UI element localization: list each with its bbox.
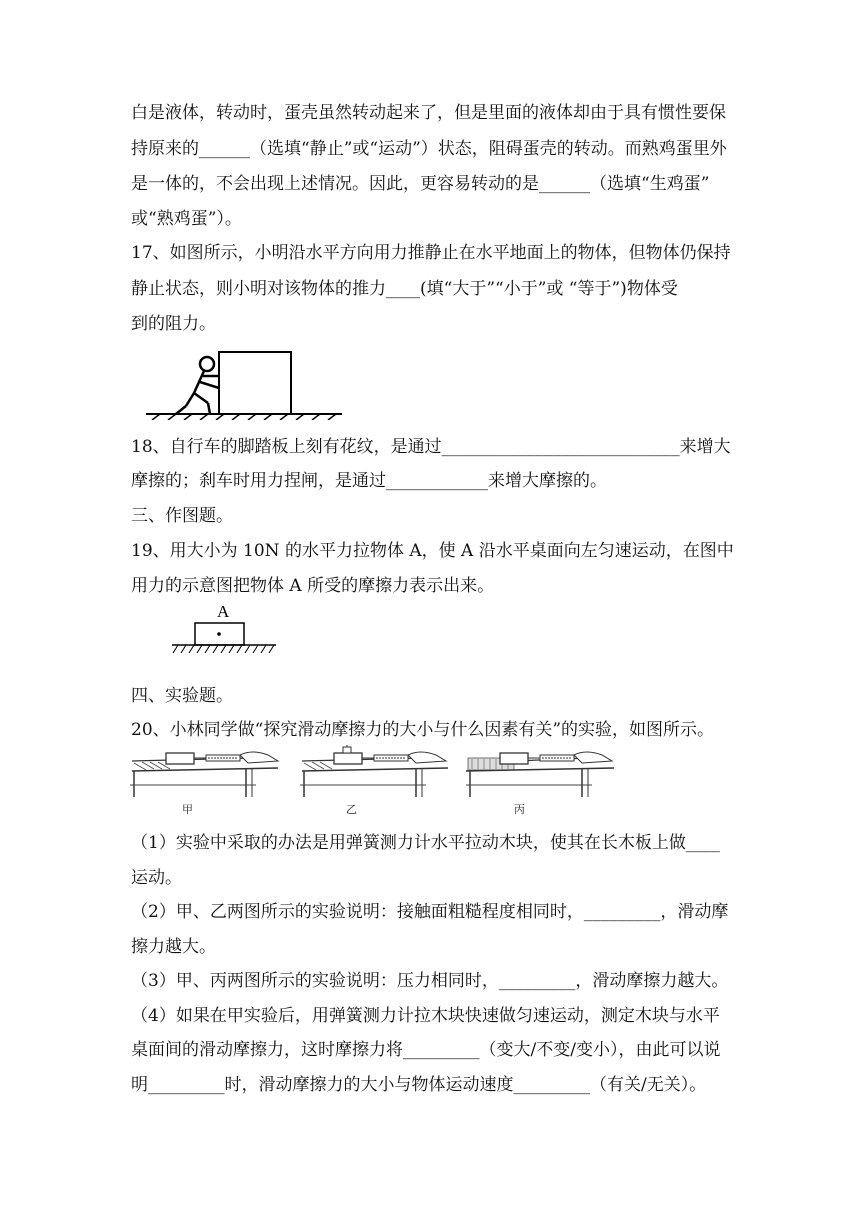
question-20-part-4-line-3: 明_________时，滑动摩擦力的大小与物体运动速度_________（有关/无关）。 <box>131 1075 707 1095</box>
line-3: 是一体的，不会出现上述情况。因此，更容易转动的是______（选填“生鸡蛋” <box>131 174 710 194</box>
wood-block <box>500 753 528 764</box>
wood-block <box>334 753 362 764</box>
hand <box>240 752 278 763</box>
question-17-line-1: 17、如图所示，小明沿水平方向用力推静止在水平地面上的物体，但物体仍保持 <box>131 243 731 263</box>
question-20-intro: 20、小林同学做“探究滑动摩擦力的大小与什么因素有关”的实验，如图所示。 <box>131 720 715 740</box>
weight <box>343 747 351 753</box>
hand <box>574 752 612 763</box>
box <box>219 352 291 414</box>
block-a-figure <box>170 600 280 658</box>
question-20-part-2-line-2: 擦力越大。 <box>131 937 216 957</box>
question-17-line-3: 到的阻力。 <box>131 314 216 334</box>
experiment-figures <box>128 745 623 820</box>
label-jia: 甲 <box>182 804 193 816</box>
line-4: 或“熟鸡蛋”）。 <box>131 209 242 229</box>
question-20-part-4-line-1: （4）如果在甲实验后，用弹簧测力计拉木块快速做匀速运动，测定木块与水平 <box>131 1006 720 1026</box>
table-hatching <box>173 645 274 653</box>
question-18-line-1: 18、自行车的脚踏板上刻有花纹，是通过____________________________来增大 <box>131 437 731 457</box>
push-box-figure <box>146 348 344 420</box>
question-19-line-2: 用力的示意图把物体 A 所受的摩擦力表示出来。 <box>131 576 495 596</box>
question-19-line-1: 19、用大小为 10N 的水平力拉物体 A，使 A 沿水平桌面向左匀速运动，在图中 <box>131 541 734 561</box>
experiment-a <box>130 752 278 797</box>
question-20-part-1-line-1: （1）实验中采取的办法是用弹簧测力计水平拉动木块，使其在长木板上做____ <box>131 833 720 853</box>
stick-figure <box>176 357 219 414</box>
hand <box>408 752 446 763</box>
question-17-line-2: 静止状态，则小明对该物体的推力____(填“大于”“小于”或 “等于”)物体受 <box>131 279 678 299</box>
section-3-heading: 三、作图题。 <box>131 506 233 526</box>
question-20-part-3: （3）甲、丙两图所示的实验说明：压力相同时，_________，滑动摩擦力越大。 <box>131 971 729 991</box>
experiment-c <box>466 752 614 797</box>
line-1: 白是液体，转动时，蛋壳虽然转动起来了，但是里面的液体却由于具有惯性要保 <box>131 103 726 123</box>
question-20-part-4-line-2: 桌面间的滑动摩擦力，这时摩擦力将_________（变大/不变/变小），由此可以说 <box>131 1040 721 1060</box>
question-18-line-2: 摩擦的；刹车时用力捏闸，是通过____________来增大摩擦的。 <box>131 471 607 491</box>
question-20-part-1-line-2: 运动。 <box>131 868 182 888</box>
question-20-part-2-line-1: （2）甲、乙两图所示的实验说明：接触面粗糙程度相同时，_________，滑动摩 <box>131 902 729 922</box>
section-4-heading: 四、实验题。 <box>131 686 233 706</box>
block-label: A <box>217 602 230 621</box>
wood-block <box>166 753 194 764</box>
experiment-b <box>300 745 448 797</box>
line-2: 持原来的______（选填“静止”或“运动”）状态，阻碍蛋壳的转动。而熟鸡蛋里外 <box>131 139 727 159</box>
block-center-dot <box>217 632 221 636</box>
label-bing: 丙 <box>514 804 525 816</box>
label-yi: 乙 <box>346 804 357 816</box>
